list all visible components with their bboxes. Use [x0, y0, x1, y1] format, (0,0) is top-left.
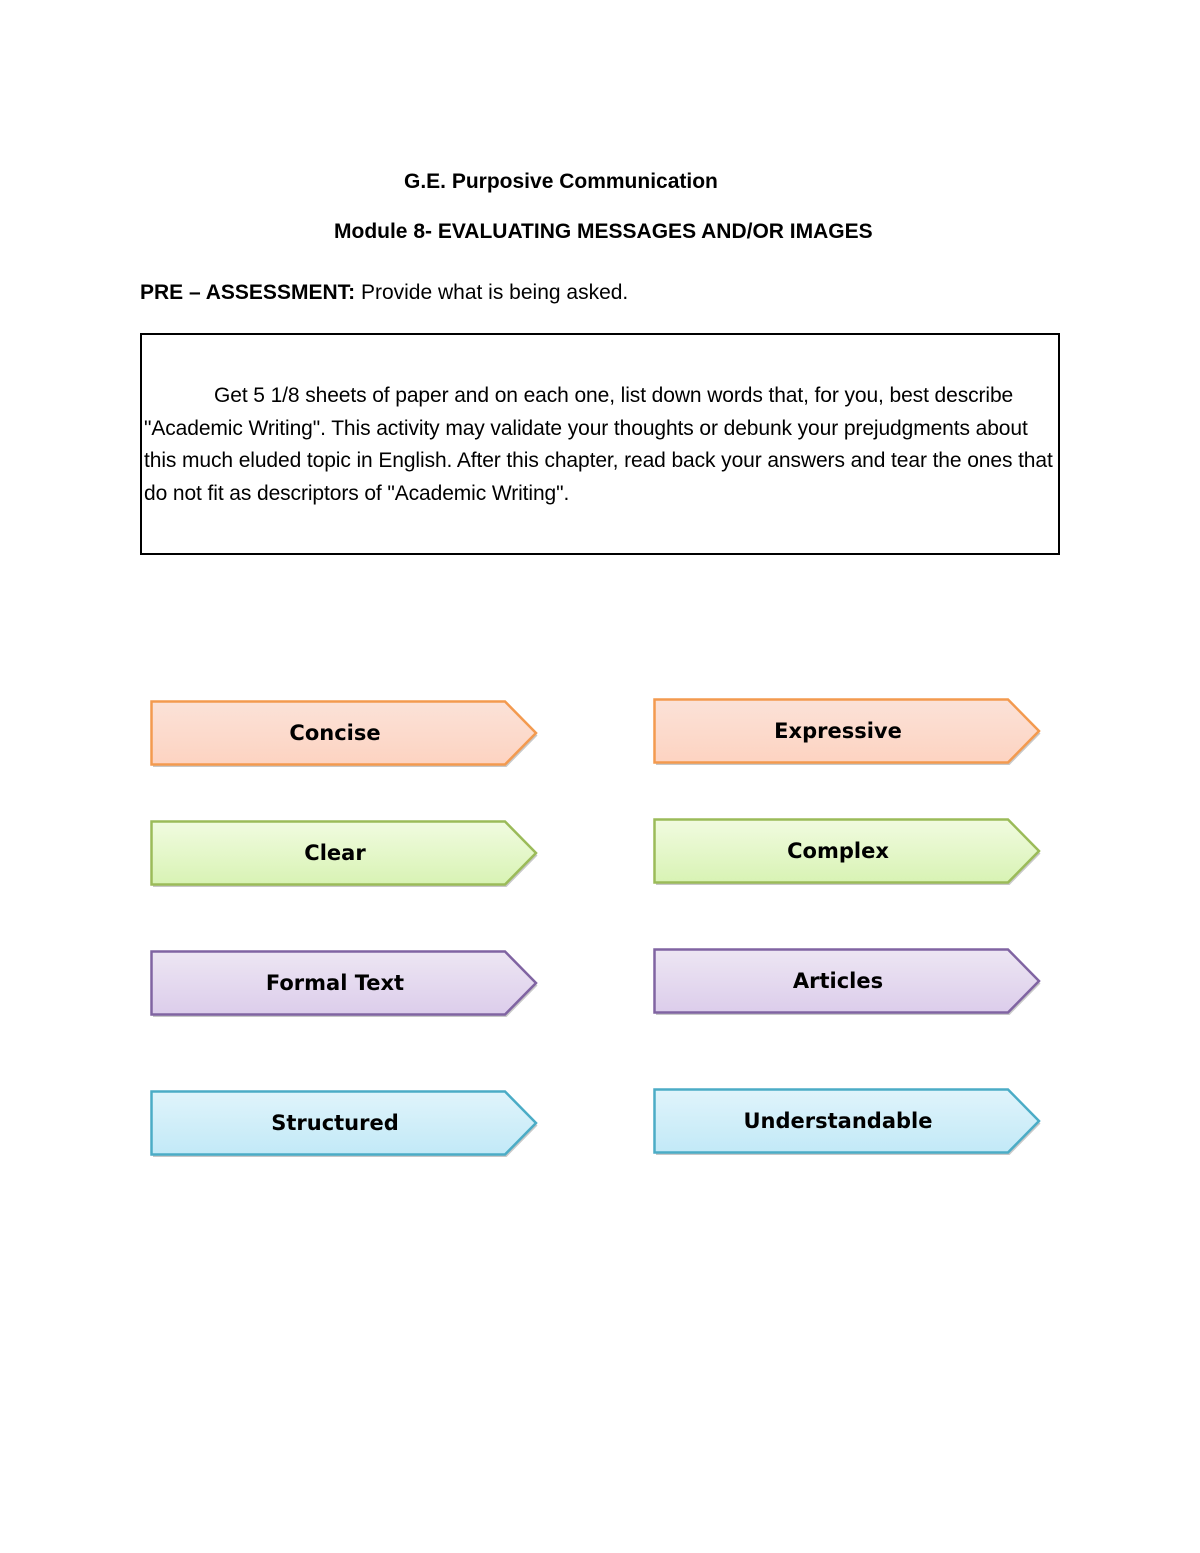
- descriptor-arrow: [653, 1088, 1045, 1158]
- descriptor-arrow: [653, 698, 1045, 768]
- descriptor-arrow: [150, 700, 542, 770]
- activity-instruction-box: [140, 333, 1060, 555]
- descriptor-label: Formal Text: [265, 971, 405, 995]
- descriptor-label: Expressive: [774, 719, 902, 743]
- descriptor-arrow: [150, 1090, 542, 1160]
- descriptor-arrow: [150, 820, 542, 890]
- descriptor-label: Articles: [792, 969, 884, 993]
- module-title: Module 8- EVALUATING MESSAGES AND/OR IMAGES: [334, 220, 873, 243]
- activity-instruction-text: Get 5 1/8 sheets of paper and on each one, list down words that, for you, best describe "Academic Writing". This activity may validate your thoughts or debunk your prejudgments about this much eluded topic in English. After this chapter, read back your answers and tear the ones that do not fit as descriptors of "Academic Writing".: [144, 384, 1053, 505]
- descriptor-arrow: [150, 950, 542, 1020]
- pre-assessment-instruction: Provide what is being asked.: [355, 281, 629, 304]
- pre-assessment-line: [140, 281, 628, 305]
- descriptor-label: Understandable: [743, 1109, 933, 1133]
- descriptor-arrow: [653, 818, 1045, 888]
- course-title: G.E. Purposive Communication: [404, 170, 718, 193]
- descriptor-label: Concise: [289, 721, 381, 745]
- pre-assessment-label: PRE – ASSESSMENT:: [140, 281, 356, 304]
- descriptor-label: Structured: [271, 1111, 399, 1135]
- descriptor-label: Clear: [304, 841, 366, 865]
- descriptor-label: Complex: [787, 839, 889, 863]
- descriptor-arrow: [653, 948, 1045, 1018]
